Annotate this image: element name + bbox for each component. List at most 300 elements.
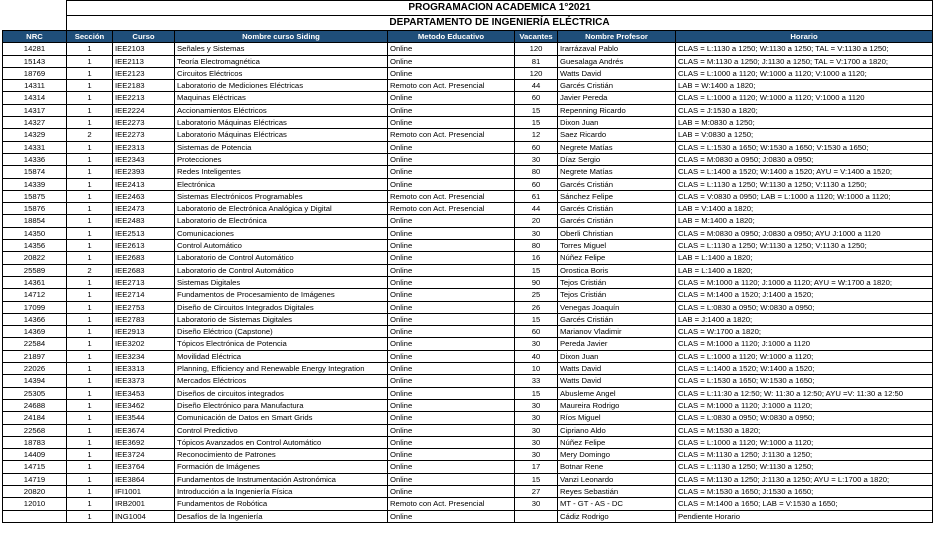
cell-vacantes: 10: [515, 363, 558, 375]
cell-seccion: 1: [67, 117, 113, 129]
table-row: [3, 485, 933, 497]
cell-nrc: 22568: [3, 424, 67, 436]
cell-nombre-curso: Diseño Eléctrico (Capstone): [175, 326, 388, 338]
cell-seccion: 1: [67, 190, 113, 202]
cell-curso: IEE2713: [113, 276, 175, 288]
table-row: [3, 227, 933, 239]
cell-nombre-curso: Sistemas Digitales: [175, 276, 388, 288]
cell-seccion: 2: [67, 264, 113, 276]
cell-curso: IEE3544: [113, 412, 175, 424]
col-header-curso: Curso: [113, 31, 175, 43]
cell-nombre-curso: Maquinas Eléctricas: [175, 92, 388, 104]
cell-curso: IEE2213: [113, 92, 175, 104]
cell-profesor: Cádiz Rodrigo: [558, 510, 676, 522]
cell-curso: IEE2613: [113, 240, 175, 252]
cell-nrc: 14409: [3, 449, 67, 461]
cell-seccion: 1: [67, 375, 113, 387]
cell-profesor: Torres Miguel: [558, 240, 676, 252]
cell-nrc: 14329: [3, 129, 67, 141]
cell-nrc: 14339: [3, 178, 67, 190]
cell-nombre-curso: Laboratorio Máquinas Eléctricas: [175, 129, 388, 141]
cell-curso: IEE2393: [113, 166, 175, 178]
title-program: PROGRAMACION ACADEMICA 1°2021: [67, 1, 933, 16]
cell-vacantes: 80: [515, 240, 558, 252]
cell-nombre-curso: Laboratorio de Electrónica Analógica y Digital: [175, 203, 388, 215]
cell-profesor: Tejos Cristián: [558, 276, 676, 288]
cell-nombre-curso: Fundamentos de Instrumentación Astronómica: [175, 473, 388, 485]
cell-nombre-curso: Mercados Eléctricos: [175, 375, 388, 387]
cell-nrc: 14712: [3, 289, 67, 301]
cell-curso: IEE3313: [113, 363, 175, 375]
cell-horario: CLAS = L:0830 a 0950; W:0830 a 0950;: [676, 301, 933, 313]
cell-metodo: Online: [388, 485, 515, 497]
header-row: [3, 31, 933, 43]
cell-profesor: Garcés Cristián: [558, 80, 676, 92]
cell-metodo: Online: [388, 55, 515, 67]
cell-nrc: 21897: [3, 350, 67, 362]
title-department: DEPARTAMENTO DE INGENIERÍA ELÉCTRICA: [67, 16, 933, 31]
cell-curso: IEE3453: [113, 387, 175, 399]
cell-horario: CLAS = L:1530 a 1650; W:1530 a 1650;: [676, 375, 933, 387]
cell-curso: IEE3764: [113, 461, 175, 473]
cell-profesor: Venegas Joaquín: [558, 301, 676, 313]
cell-seccion: 1: [67, 227, 113, 239]
cell-metodo: Remoto con Act. Presencial: [388, 129, 515, 141]
table-row: [3, 350, 933, 362]
cell-profesor: Irarrázaval Pablo: [558, 43, 676, 55]
table-row: [3, 129, 933, 141]
cell-vacantes: 60: [515, 178, 558, 190]
cell-profesor: Botnar Rene: [558, 461, 676, 473]
cell-curso: IEE3234: [113, 350, 175, 362]
cell-profesor: Oberli Christian: [558, 227, 676, 239]
cell-metodo: Online: [388, 326, 515, 338]
cell-metodo: Online: [388, 104, 515, 116]
blank-cell: [3, 1, 67, 16]
cell-seccion: 1: [67, 92, 113, 104]
cell-metodo: Online: [388, 215, 515, 227]
cell-nombre-curso: Diseño de Circuitos Integrados Digitales: [175, 301, 388, 313]
cell-metodo: Online: [388, 240, 515, 252]
cell-horario: CLAS = J:1530 a 1820;: [676, 104, 933, 116]
cell-nrc: 18854: [3, 215, 67, 227]
cell-horario: LAB = V:1400 a 1820;: [676, 203, 933, 215]
cell-metodo: Online: [388, 67, 515, 79]
cell-nrc: 14336: [3, 153, 67, 165]
cell-nrc: 14281: [3, 43, 67, 55]
cell-vacantes: 30: [515, 436, 558, 448]
table-row: [3, 203, 933, 215]
cell-vacantes: 30: [515, 153, 558, 165]
schedule-table: [2, 0, 933, 523]
cell-seccion: 1: [67, 498, 113, 510]
cell-horario: CLAS = M:1130 a 1250; J:1130 a 1250; TAL = V:1700 a 1820;: [676, 55, 933, 67]
cell-horario: CLAS = L:1000 a 1120; W:1000 a 1120;: [676, 350, 933, 362]
cell-profesor: Sánchez Felipe: [558, 190, 676, 202]
cell-vacantes: 40: [515, 350, 558, 362]
cell-seccion: 1: [67, 436, 113, 448]
cell-metodo: Online: [388, 276, 515, 288]
cell-horario: CLAS = L:1400 a 1520; W:1400 a 1520; AYU = V:1400 a 1520;: [676, 166, 933, 178]
cell-nrc: 24688: [3, 399, 67, 411]
col-header-nombre-curso: Nombre curso Siding: [175, 31, 388, 43]
table-row: [3, 473, 933, 485]
cell-curso: IEE3864: [113, 473, 175, 485]
cell-nombre-curso: Control Predictivo: [175, 424, 388, 436]
table-row: [3, 326, 933, 338]
cell-nombre-curso: Movilidad Eléctrica: [175, 350, 388, 362]
cell-metodo: Online: [388, 399, 515, 411]
cell-nombre-curso: Comunicaciones: [175, 227, 388, 239]
cell-nrc: 22584: [3, 338, 67, 350]
cell-curso: IEE2483: [113, 215, 175, 227]
cell-profesor: Tejos Cristián: [558, 289, 676, 301]
cell-metodo: Online: [388, 227, 515, 239]
table-row: [3, 240, 933, 252]
cell-seccion: 1: [67, 55, 113, 67]
cell-horario: LAB = J:1400 a 1820;: [676, 313, 933, 325]
cell-profesor: Garcés Cristián: [558, 203, 676, 215]
cell-profesor: Repenning Ricardo: [558, 104, 676, 116]
cell-nombre-curso: Tópicos Avanzados en Control Automático: [175, 436, 388, 448]
cell-vacantes: 27: [515, 485, 558, 497]
cell-vacantes: 30: [515, 338, 558, 350]
table-row: [3, 117, 933, 129]
cell-vacantes: 44: [515, 80, 558, 92]
cell-nrc: 14394: [3, 375, 67, 387]
cell-curso: IEE2683: [113, 264, 175, 276]
cell-metodo: Online: [388, 375, 515, 387]
table-row: [3, 215, 933, 227]
cell-nombre-curso: Señales y Sistemas: [175, 43, 388, 55]
cell-horario: CLAS = L:1130 a 1250; W:1130 a 1250;: [676, 461, 933, 473]
cell-vacantes: 15: [515, 313, 558, 325]
table-row: [3, 412, 933, 424]
table-body: [3, 43, 933, 523]
cell-nombre-curso: Laboratorio Máquinas Eléctricas: [175, 117, 388, 129]
table-row: [3, 436, 933, 448]
table-row: [3, 498, 933, 510]
cell-nombre-curso: Laboratorio de Electrónica: [175, 215, 388, 227]
cell-vacantes: 61: [515, 190, 558, 202]
cell-seccion: 2: [67, 129, 113, 141]
cell-curso: IEE2123: [113, 67, 175, 79]
cell-metodo: Online: [388, 436, 515, 448]
cell-seccion: 1: [67, 289, 113, 301]
cell-curso: IEE2683: [113, 252, 175, 264]
cell-metodo: Online: [388, 350, 515, 362]
cell-metodo: Online: [388, 313, 515, 325]
cell-seccion: 1: [67, 449, 113, 461]
table-row: [3, 252, 933, 264]
cell-nrc: 14366: [3, 313, 67, 325]
cell-curso: IEE2113: [113, 55, 175, 67]
cell-seccion: 1: [67, 399, 113, 411]
cell-seccion: 1: [67, 215, 113, 227]
cell-horario: CLAS = L:1000 a 1120; W:1000 a 1120; V:1000 a 1120: [676, 92, 933, 104]
cell-horario: LAB = L:1400 a 1820;: [676, 252, 933, 264]
cell-metodo: Remoto con Act. Presencial: [388, 203, 515, 215]
cell-horario: CLAS = L:1530 a 1650; W:1530 a 1650; V:1530 a 1650;: [676, 141, 933, 153]
cell-metodo: Online: [388, 166, 515, 178]
table-row: [3, 190, 933, 202]
cell-horario: CLAS = M:1000 a 1120; J:1000 a 1120; AYU = W:1700 a 1820;: [676, 276, 933, 288]
cell-curso: IEE3692: [113, 436, 175, 448]
cell-profesor: Watts David: [558, 375, 676, 387]
cell-nombre-curso: Circuitos Eléctricos: [175, 67, 388, 79]
cell-horario: CLAS = M:1400 a 1520; J:1400 a 1520;: [676, 289, 933, 301]
cell-horario: CLAS = L:1000 a 1120; W:1000 a 1120; V:1000 a 1120;: [676, 67, 933, 79]
cell-horario: CLAS = M:0830 a 0950; J:0830 a 0950;: [676, 153, 933, 165]
table-row: [3, 461, 933, 473]
col-header-horario: Horario: [676, 31, 933, 43]
table-row: [3, 141, 933, 153]
cell-profesor: Guesalaga Andrés: [558, 55, 676, 67]
cell-horario: CLAS = W:1700 a 1820;: [676, 326, 933, 338]
cell-vacantes: 33: [515, 375, 558, 387]
table-row: [3, 375, 933, 387]
cell-vacantes: 60: [515, 326, 558, 338]
cell-nombre-curso: Introducción a la Ingeniería Física: [175, 485, 388, 497]
cell-nombre-curso: Sistemas de Potencia: [175, 141, 388, 153]
cell-vacantes: 30: [515, 227, 558, 239]
cell-metodo: Online: [388, 264, 515, 276]
cell-metodo: Online: [388, 178, 515, 190]
cell-seccion: 1: [67, 141, 113, 153]
table-row: [3, 363, 933, 375]
cell-profesor: Dixon Juan: [558, 117, 676, 129]
cell-metodo: Online: [388, 387, 515, 399]
cell-nrc: 15143: [3, 55, 67, 67]
table-row: [3, 399, 933, 411]
cell-horario: LAB = W:1400 a 1820;: [676, 80, 933, 92]
cell-nrc: 14361: [3, 276, 67, 288]
cell-nrc: 17099: [3, 301, 67, 313]
cell-metodo: Online: [388, 449, 515, 461]
cell-curso: IFI1001: [113, 485, 175, 497]
cell-profesor: Negrete Matías: [558, 141, 676, 153]
cell-seccion: 1: [67, 166, 113, 178]
cell-profesor: Díaz Sergio: [558, 153, 676, 165]
table-row: [3, 67, 933, 79]
cell-horario: CLAS = M:1000 a 1120; J:1000 a 1120: [676, 338, 933, 350]
col-header-nrc: NRC: [3, 31, 67, 43]
cell-nombre-curso: Laboratorio de Control Automático: [175, 252, 388, 264]
cell-profesor: Marianov Vladimir: [558, 326, 676, 338]
cell-metodo: Remoto con Act. Presencial: [388, 80, 515, 92]
blank-cell: [3, 16, 67, 31]
cell-horario: CLAS = M:1400 a 1650; LAB = V:1530 a 1650;: [676, 498, 933, 510]
cell-nombre-curso: Accionamientos Eléctricos: [175, 104, 388, 116]
cell-nombre-curso: Formación de Imágenes: [175, 461, 388, 473]
cell-vacantes: 15: [515, 387, 558, 399]
cell-seccion: 1: [67, 326, 113, 338]
cell-profesor: Garcés Cristián: [558, 215, 676, 227]
table-row: [3, 153, 933, 165]
cell-nrc: 20820: [3, 485, 67, 497]
cell-nombre-curso: Tópicos Electrónica de Potencia: [175, 338, 388, 350]
cell-vacantes: 44: [515, 203, 558, 215]
cell-seccion: 1: [67, 412, 113, 424]
table-row: [3, 166, 933, 178]
cell-vacantes: 81: [515, 55, 558, 67]
cell-curso: IEE3724: [113, 449, 175, 461]
cell-curso: IEE2273: [113, 129, 175, 141]
cell-vacantes: 15: [515, 117, 558, 129]
cell-vacantes: 30: [515, 399, 558, 411]
cell-nrc: 14715: [3, 461, 67, 473]
cell-vacantes: [515, 510, 558, 522]
cell-metodo: Online: [388, 510, 515, 522]
cell-seccion: 1: [67, 338, 113, 350]
cell-metodo: Online: [388, 473, 515, 485]
cell-nrc: 14314: [3, 92, 67, 104]
cell-seccion: 1: [67, 67, 113, 79]
cell-profesor: Orostica Boris: [558, 264, 676, 276]
cell-curso: IEE2473: [113, 203, 175, 215]
cell-horario: CLAS = M:1000 a 1120; J:1000 a 1120;: [676, 399, 933, 411]
cell-vacantes: 90: [515, 276, 558, 288]
cell-seccion: 1: [67, 240, 113, 252]
cell-curso: IRB2001: [113, 498, 175, 510]
cell-horario: CLAS = L:1400 a 1520; W:1400 a 1520;: [676, 363, 933, 375]
cell-profesor: Garcés Cristián: [558, 313, 676, 325]
cell-horario: CLAS = M:0830 a 0950; J:0830 a 0950; AYU J:1000 a 1120: [676, 227, 933, 239]
cell-horario: CLAS = M:1530 a 1820;: [676, 424, 933, 436]
cell-curso: IEE3373: [113, 375, 175, 387]
cell-vacantes: 120: [515, 67, 558, 79]
table-row: [3, 92, 933, 104]
cell-horario: CLAS = L:1130 a 1250; W:1130 a 1250; V:1130 a 1250;: [676, 178, 933, 190]
table-row: [3, 313, 933, 325]
cell-nombre-curso: Redes Inteligentes: [175, 166, 388, 178]
cell-profesor: Núñez Felipe: [558, 252, 676, 264]
cell-metodo: Online: [388, 461, 515, 473]
cell-curso: IEE3202: [113, 338, 175, 350]
table-row: [3, 449, 933, 461]
cell-vacantes: 30: [515, 498, 558, 510]
cell-horario: LAB = M:0830 a 1250;: [676, 117, 933, 129]
cell-metodo: Online: [388, 424, 515, 436]
cell-metodo: Online: [388, 412, 515, 424]
cell-nrc: [3, 510, 67, 522]
cell-profesor: Abusleme Angel: [558, 387, 676, 399]
cell-nrc: 20822: [3, 252, 67, 264]
cell-vacantes: 26: [515, 301, 558, 313]
cell-curso: IEE2714: [113, 289, 175, 301]
cell-vacantes: 12: [515, 129, 558, 141]
cell-nombre-curso: Laboratorio de Sistemas Digitales: [175, 313, 388, 325]
cell-nombre-curso: Planning, Efficiency and Renewable Energy Integration: [175, 363, 388, 375]
cell-vacantes: 15: [515, 264, 558, 276]
cell-vacantes: 15: [515, 473, 558, 485]
cell-nrc: 14719: [3, 473, 67, 485]
cell-vacantes: 120: [515, 43, 558, 55]
cell-seccion: 1: [67, 276, 113, 288]
cell-seccion: 1: [67, 461, 113, 473]
cell-metodo: Online: [388, 43, 515, 55]
cell-horario: CLAS = L:1130 a 1250; W:1130 a 1250; TAL = V:1130 a 1250;: [676, 43, 933, 55]
cell-seccion: 1: [67, 252, 113, 264]
cell-metodo: Online: [388, 252, 515, 264]
cell-metodo: Online: [388, 92, 515, 104]
cell-nrc: 12010: [3, 498, 67, 510]
cell-seccion: 1: [67, 313, 113, 325]
cell-nrc: 14356: [3, 240, 67, 252]
table-row: [3, 276, 933, 288]
table-row: [3, 43, 933, 55]
cell-metodo: Online: [388, 301, 515, 313]
cell-nombre-curso: Laboratorio de Mediciones Eléctricas: [175, 80, 388, 92]
cell-nrc: 22026: [3, 363, 67, 375]
cell-metodo: Online: [388, 141, 515, 153]
cell-horario: CLAS = L:11:30 a 12:50; W: 11:30 a 12:50; AYU =V: 11:30 a 12:50: [676, 387, 933, 399]
col-header-profesor: Nombre Profesor: [558, 31, 676, 43]
cell-metodo: Online: [388, 363, 515, 375]
cell-seccion: 1: [67, 203, 113, 215]
cell-profesor: Pereda Javier: [558, 338, 676, 350]
cell-seccion: 1: [67, 485, 113, 497]
cell-nombre-curso: Protecciones: [175, 153, 388, 165]
cell-horario: CLAS = L:1000 a 1120; W:1000 a 1120;: [676, 436, 933, 448]
cell-horario: LAB = L:1400 a 1820;: [676, 264, 933, 276]
cell-seccion: 1: [67, 80, 113, 92]
cell-nrc: 14350: [3, 227, 67, 239]
cell-curso: IEE2273: [113, 117, 175, 129]
cell-profesor: Núñez Felipe: [558, 436, 676, 448]
cell-nrc: 18769: [3, 67, 67, 79]
cell-curso: IEE2413: [113, 178, 175, 190]
cell-vacantes: 80: [515, 166, 558, 178]
cell-vacantes: 60: [515, 92, 558, 104]
cell-vacantes: 30: [515, 424, 558, 436]
cell-nrc: 14369: [3, 326, 67, 338]
cell-profesor: Vanzi Leonardo: [558, 473, 676, 485]
table-row: [3, 338, 933, 350]
cell-horario: CLAS = M:1130 a 1250; J:1130 a 1250;: [676, 449, 933, 461]
cell-seccion: 1: [67, 153, 113, 165]
cell-horario: LAB = M:1400 a 1820;: [676, 215, 933, 227]
cell-profesor: Watts David: [558, 363, 676, 375]
cell-metodo: Online: [388, 153, 515, 165]
cell-vacantes: 25: [515, 289, 558, 301]
cell-metodo: Remoto con Act. Presencial: [388, 190, 515, 202]
cell-nombre-curso: Diseños de circuitos integrados: [175, 387, 388, 399]
cell-nrc: 18783: [3, 436, 67, 448]
cell-curso: IEE2463: [113, 190, 175, 202]
cell-horario: CLAS = V:0830 a 0950; LAB = L:1000 a 1120; W:1000 a 1120;: [676, 190, 933, 202]
cell-seccion: 1: [67, 178, 113, 190]
cell-nrc: 25305: [3, 387, 67, 399]
cell-seccion: 1: [67, 424, 113, 436]
cell-profesor: Cipriano Aldo: [558, 424, 676, 436]
cell-metodo: Online: [388, 117, 515, 129]
cell-curso: IEE2183: [113, 80, 175, 92]
cell-seccion: 1: [67, 473, 113, 485]
cell-seccion: 1: [67, 363, 113, 375]
table-row: [3, 289, 933, 301]
cell-nrc: 25589: [3, 264, 67, 276]
cell-seccion: 1: [67, 350, 113, 362]
cell-curso: IEE3674: [113, 424, 175, 436]
cell-vacantes: 30: [515, 449, 558, 461]
cell-nombre-curso: Fundamentos de Robótica: [175, 498, 388, 510]
cell-curso: IEE3462: [113, 399, 175, 411]
cell-nombre-curso: Desafíos de la Ingeniería: [175, 510, 388, 522]
cell-metodo: Online: [388, 289, 515, 301]
cell-profesor: Dixon Juan: [558, 350, 676, 362]
cell-profesor: Garcés Cristián: [558, 178, 676, 190]
